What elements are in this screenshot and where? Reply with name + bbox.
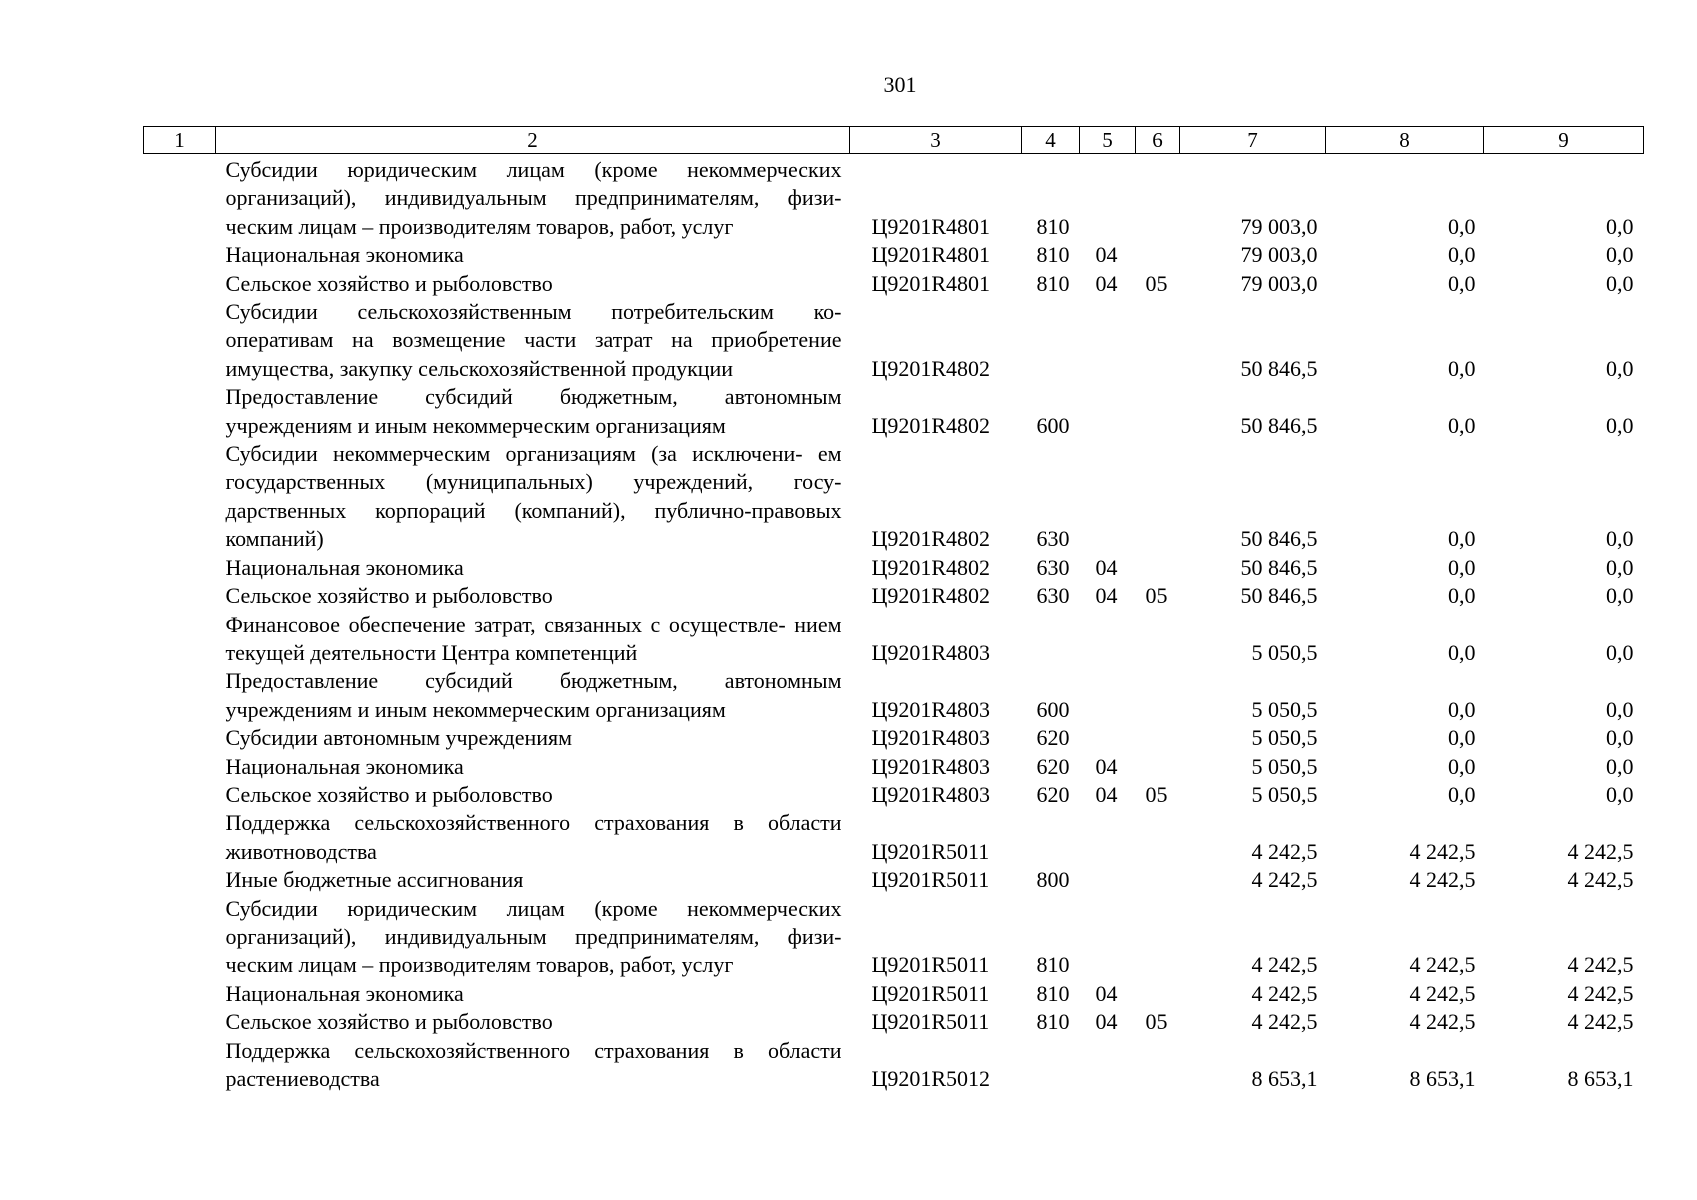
target-code: Ц9201R4803 — [871, 639, 991, 665]
amount-col-9: 0,0 — [1606, 270, 1634, 296]
expense-type-code: 600 — [1036, 412, 1070, 438]
amount-col-8: 0,0 — [1448, 696, 1476, 722]
col-1-cell — [144, 781, 216, 809]
expense-type-code: 810 — [1036, 213, 1070, 239]
table-header — [144, 127, 1644, 154]
amount-col-7: 4 242,5 — [1251, 867, 1318, 893]
item-name-line: ческим лицам – производителям товаров, работ, услуг — [225, 213, 734, 239]
table-row — [144, 154, 1644, 242]
item-name-line: Поддержка сельскохозяйственного страхования в области — [225, 810, 842, 836]
header-col-5: 5 — [1080, 127, 1136, 154]
amount-col-8: 4 242,5 — [1409, 867, 1476, 893]
amount-col-7: 50 846,5 — [1240, 554, 1318, 580]
item-name — [216, 1037, 850, 1094]
subsection-code — [1136, 895, 1180, 980]
item-name-line: ем государственных (муниципальных) учреждений, госу- — [225, 441, 842, 495]
section-code: 04 — [1095, 980, 1118, 1006]
subsection-code — [1136, 383, 1180, 440]
expense-type-code: 810 — [1036, 270, 1070, 296]
amount-col-9: 0,0 — [1606, 213, 1634, 239]
item-name — [216, 554, 850, 582]
amount-col-8: 0,0 — [1448, 554, 1476, 580]
amount-col-9: 0,0 — [1606, 526, 1634, 552]
header-col-6: 6 — [1136, 127, 1180, 154]
table-row — [144, 667, 1644, 724]
amount-col-9: 0,0 — [1606, 753, 1634, 779]
item-name — [216, 383, 850, 440]
item-name — [216, 781, 850, 809]
section-code — [1080, 667, 1136, 724]
target-code: Ц9201R4803 — [871, 781, 991, 807]
amount-col-7: 5 050,5 — [1251, 696, 1318, 722]
amount-col-9: 0,0 — [1606, 696, 1634, 722]
amount-col-8: 8 653,1 — [1409, 1066, 1476, 1091]
item-name — [216, 440, 850, 554]
item-name-line: Субсидии юридическим лицам (кроме некоммерческих — [225, 895, 842, 921]
amount-col-8: 0,0 — [1448, 270, 1476, 296]
table-row — [144, 781, 1644, 809]
subsection-code — [1136, 298, 1180, 383]
item-name-line: животноводства — [225, 838, 377, 864]
col-1-cell — [144, 440, 216, 554]
amount-col-7: 79 003,0 — [1240, 242, 1318, 268]
target-code: Ц9201R4801 — [871, 270, 991, 296]
col-1-cell — [144, 724, 216, 752]
section-code — [1080, 154, 1136, 242]
table-row — [144, 440, 1644, 554]
item-name — [216, 809, 850, 866]
subsection-code — [1136, 866, 1180, 894]
target-code: Ц9201R5011 — [871, 980, 990, 1006]
amount-col-9: 0,0 — [1606, 554, 1634, 580]
col-1-cell — [144, 582, 216, 610]
col-1-cell — [144, 809, 216, 866]
item-name — [216, 724, 850, 752]
table-row — [144, 724, 1644, 752]
subsection-code — [1136, 440, 1180, 554]
amount-col-8: 4 242,5 — [1409, 952, 1476, 978]
header-col-1: 1 — [144, 127, 216, 154]
item-name — [216, 241, 850, 269]
item-name-line: Национальная экономика — [225, 753, 464, 779]
amount-col-7: 50 846,5 — [1240, 412, 1318, 438]
expense-type-code — [1022, 611, 1080, 668]
expense-type-code: 630 — [1036, 526, 1070, 552]
item-name — [216, 980, 850, 1008]
section-code — [1080, 440, 1136, 554]
amount-col-8: 0,0 — [1448, 583, 1476, 609]
expense-type-code — [1022, 298, 1080, 383]
expense-type-code: 630 — [1036, 554, 1070, 580]
section-code — [1080, 724, 1136, 752]
item-name-line: ческим лицам – производителям товаров, работ, услуг — [225, 952, 734, 978]
col-1-cell — [144, 270, 216, 298]
amount-col-9: 4 242,5 — [1567, 1009, 1634, 1035]
expense-type-code — [1022, 1037, 1080, 1094]
item-name-line: учреждениям и иным некоммерческим организациям — [225, 696, 726, 722]
amount-col-7: 5 050,5 — [1251, 753, 1318, 779]
expense-type-code: 810 — [1036, 980, 1070, 1006]
amount-col-8: 4 242,5 — [1409, 1009, 1476, 1035]
item-name-line: Национальная экономика — [225, 980, 464, 1006]
table-row — [144, 383, 1644, 440]
target-code: Ц9201R4802 — [871, 554, 991, 580]
section-code — [1080, 383, 1136, 440]
col-1-cell — [144, 154, 216, 242]
subsection-code — [1136, 1037, 1180, 1094]
expense-type-code: 800 — [1036, 867, 1070, 893]
amount-col-9: 0,0 — [1606, 725, 1634, 751]
amount-col-8: 4 242,5 — [1409, 838, 1476, 864]
amount-col-8: 0,0 — [1448, 412, 1476, 438]
section-code — [1080, 895, 1136, 980]
item-name-line: организаций), индивидуальным предпринимателям, физи- — [225, 185, 842, 211]
subsection-code: 05 — [1145, 1009, 1168, 1035]
header-col-3: 3 — [850, 127, 1022, 154]
amount-col-8: 0,0 — [1448, 639, 1476, 665]
item-name-line: учреждениям и иным некоммерческим организациям — [225, 412, 726, 438]
expense-type-code: 620 — [1036, 781, 1070, 807]
table-row — [144, 1037, 1644, 1094]
item-name — [216, 270, 850, 298]
item-name — [216, 298, 850, 383]
item-name-line: Субсидии юридическим лицам (кроме некоммерческих — [225, 157, 842, 182]
amount-col-9: 4 242,5 — [1567, 867, 1634, 893]
amount-col-7: 5 050,5 — [1251, 781, 1318, 807]
col-1-cell — [144, 1037, 216, 1094]
amount-col-9: 0,0 — [1606, 242, 1634, 268]
subsection-code: 05 — [1145, 781, 1168, 807]
item-name-line: Финансовое обеспечение затрат, связанных с осуществле- — [225, 611, 786, 637]
table-row — [144, 582, 1644, 610]
col-1-cell — [144, 611, 216, 668]
item-name — [216, 582, 850, 610]
expense-type-code: 630 — [1036, 583, 1070, 609]
header-col-9: 9 — [1484, 127, 1644, 154]
col-1-cell — [144, 383, 216, 440]
target-code: Ц9201R5012 — [871, 1066, 991, 1091]
table-row — [144, 1008, 1644, 1036]
amount-col-7: 79 003,0 — [1240, 270, 1318, 296]
subsection-code — [1136, 809, 1180, 866]
subsection-code — [1136, 554, 1180, 582]
amount-col-7: 50 846,5 — [1240, 355, 1318, 381]
amount-col-7: 5 050,5 — [1251, 639, 1318, 665]
expense-type-code: 810 — [1036, 952, 1070, 978]
col-1-cell — [144, 895, 216, 980]
section-code — [1080, 1037, 1136, 1094]
item-name — [216, 866, 850, 894]
amount-col-7: 5 050,5 — [1251, 725, 1318, 751]
item-name-line: организаций), индивидуальным предпринимателям, физи- — [225, 923, 842, 949]
subsection-code — [1136, 154, 1180, 242]
item-name — [216, 1008, 850, 1036]
amount-col-7: 8 653,1 — [1251, 1066, 1318, 1091]
item-name-line: Субсидии автономным учреждениям — [225, 725, 573, 751]
expense-type-code: 810 — [1036, 242, 1070, 268]
expense-type-code — [1022, 809, 1080, 866]
target-code: Ц9201R5011 — [871, 1009, 990, 1035]
item-name-line: Субсидии некоммерческим организациям (за исключени- — [225, 441, 803, 467]
table-row — [144, 611, 1644, 668]
table-row — [144, 809, 1644, 866]
section-code — [1080, 809, 1136, 866]
target-code: Ц9201R4802 — [871, 583, 991, 609]
item-name-line: компаний) — [225, 526, 324, 552]
subsection-code — [1136, 724, 1180, 752]
table-body — [144, 154, 1644, 1094]
section-code — [1080, 611, 1136, 668]
col-1-cell — [144, 667, 216, 724]
item-name-line: Иные бюджетные ассигнования — [225, 867, 524, 893]
amount-col-8: 0,0 — [1448, 213, 1476, 239]
amount-col-9: 4 242,5 — [1567, 980, 1634, 1006]
amount-col-9: 0,0 — [1606, 639, 1634, 665]
amount-col-7: 4 242,5 — [1251, 980, 1318, 1006]
col-1-cell — [144, 1008, 216, 1036]
item-name-line: нием текущей деятельности Центра компетенций — [225, 611, 842, 665]
target-code: Ц9201R4801 — [871, 242, 991, 268]
amount-col-8: 4 242,5 — [1409, 980, 1476, 1006]
expense-type-code: 810 — [1036, 1009, 1070, 1035]
section-code: 04 — [1095, 554, 1118, 580]
amount-col-9: 0,0 — [1606, 412, 1634, 438]
item-name-line: растениеводства — [225, 1066, 380, 1091]
amount-col-9: 4 242,5 — [1567, 838, 1634, 864]
table-row — [144, 298, 1644, 383]
amount-col-8: 0,0 — [1448, 355, 1476, 381]
section-code — [1080, 866, 1136, 894]
amount-col-8: 0,0 — [1448, 526, 1476, 552]
section-code: 04 — [1095, 781, 1118, 807]
amount-col-9: 0,0 — [1606, 355, 1634, 381]
table-row — [144, 753, 1644, 781]
item-name-line: Национальная экономика — [225, 554, 464, 580]
item-name — [216, 753, 850, 781]
expense-type-code: 600 — [1036, 696, 1070, 722]
amount-col-9: 4 242,5 — [1567, 952, 1634, 978]
page-number: 301 — [883, 72, 917, 97]
section-code: 04 — [1095, 753, 1118, 779]
table-row — [144, 270, 1644, 298]
item-name-line: Национальная экономика — [225, 242, 464, 268]
item-name — [216, 154, 850, 242]
amount-col-8: 0,0 — [1448, 753, 1476, 779]
section-code — [1080, 298, 1136, 383]
amount-col-9: 0,0 — [1606, 583, 1634, 609]
target-code: Ц9201R4802 — [871, 526, 991, 552]
item-name-line: Сельское хозяйство и рыболовство — [225, 1009, 553, 1035]
header-col-2: 2 — [216, 127, 850, 154]
item-name-line: Предоставление субсидий бюджетным, автономным — [225, 384, 842, 410]
amount-col-8: 0,0 — [1448, 725, 1476, 751]
item-name — [216, 895, 850, 980]
col-1-cell — [144, 980, 216, 1008]
subsection-code: 05 — [1145, 583, 1168, 609]
amount-col-7: 4 242,5 — [1251, 838, 1318, 864]
table-row — [144, 241, 1644, 269]
amount-col-8: 0,0 — [1448, 242, 1476, 268]
item-name-line: Сельское хозяйство и рыболовство — [225, 781, 553, 807]
item-name-line: Поддержка сельскохозяйственного страхования в области — [225, 1037, 842, 1063]
section-code: 04 — [1095, 583, 1118, 609]
col-1-cell — [144, 298, 216, 383]
item-name-line: имущества, закупку сельскохозяйственной продукции — [225, 355, 734, 381]
budget-table — [143, 126, 1644, 1093]
subsection-code — [1136, 667, 1180, 724]
target-code: Ц9201R5011 — [871, 838, 990, 864]
amount-col-7: 79 003,0 — [1240, 213, 1318, 239]
expense-type-code: 620 — [1036, 753, 1070, 779]
target-code: Ц9201R4802 — [871, 412, 991, 438]
table-row — [144, 866, 1644, 894]
section-code: 04 — [1095, 242, 1118, 268]
table-row — [144, 554, 1644, 582]
item-name-line: Субсидии сельскохозяйственным потребительским ко- — [225, 299, 842, 325]
header-col-7: 7 — [1180, 127, 1326, 154]
item-name-line: дарственных корпораций (компаний), публично-правовых — [225, 497, 842, 523]
target-code: Ц9201R4803 — [871, 696, 991, 722]
amount-col-7: 50 846,5 — [1240, 526, 1318, 552]
table-row — [144, 980, 1644, 1008]
amount-col-9: 8 653,1 — [1567, 1066, 1634, 1091]
item-name — [216, 667, 850, 724]
header-col-4: 4 — [1022, 127, 1080, 154]
amount-col-7: 4 242,5 — [1251, 952, 1318, 978]
subsection-code: 05 — [1145, 270, 1168, 296]
subsection-code — [1136, 753, 1180, 781]
col-1-cell — [144, 753, 216, 781]
item-name-line: Предоставление субсидий бюджетным, автономным — [225, 668, 842, 694]
target-code: Ц9201R4802 — [871, 355, 991, 381]
subsection-code — [1136, 980, 1180, 1008]
header-row — [144, 127, 1644, 154]
amount-col-7: 4 242,5 — [1251, 1009, 1318, 1035]
item-name — [216, 611, 850, 668]
target-code: Ц9201R4801 — [871, 213, 991, 239]
header-col-8: 8 — [1326, 127, 1484, 154]
item-name-line: Сельское хозяйство и рыболовство — [225, 270, 553, 296]
subsection-code — [1136, 611, 1180, 668]
amount-col-9: 0,0 — [1606, 781, 1634, 807]
expense-type-code: 620 — [1036, 725, 1070, 751]
col-1-cell — [144, 241, 216, 269]
target-code: Ц9201R5011 — [871, 952, 990, 978]
target-code: Ц9201R4803 — [871, 725, 991, 751]
item-name-line: оперативам на возмещение части затрат на приобретение — [225, 327, 842, 353]
col-1-cell — [144, 866, 216, 894]
item-name-line: Сельское хозяйство и рыболовство — [225, 583, 553, 609]
amount-col-8: 0,0 — [1448, 781, 1476, 807]
subsection-code — [1136, 241, 1180, 269]
section-code: 04 — [1095, 270, 1118, 296]
amount-col-7: 50 846,5 — [1240, 583, 1318, 609]
section-code: 04 — [1095, 1009, 1118, 1035]
target-code: Ц9201R5011 — [871, 867, 990, 893]
col-1-cell — [144, 554, 216, 582]
table-row — [144, 895, 1644, 980]
target-code: Ц9201R4803 — [871, 753, 991, 779]
